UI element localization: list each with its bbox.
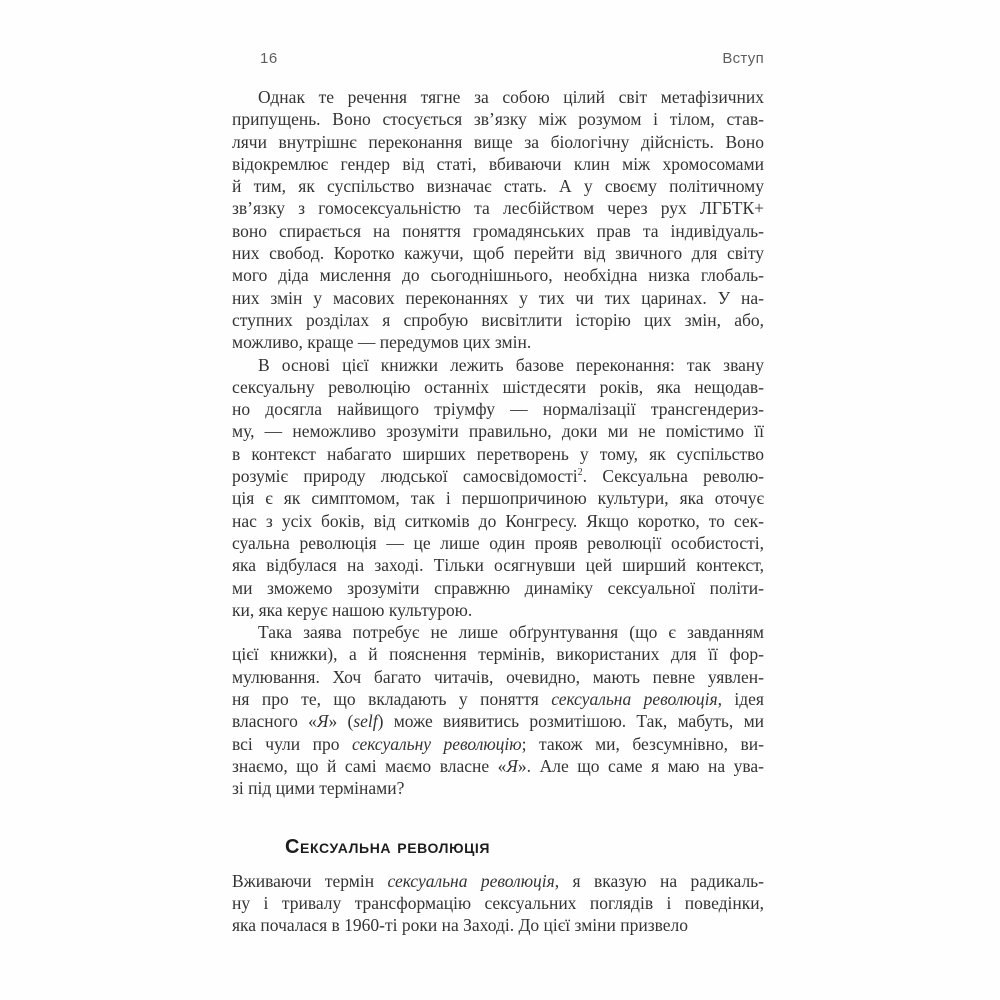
emphasized-term: Я [316, 711, 329, 732]
page-number: 16 [260, 50, 278, 67]
text-line: суальна революція — це лише один прояв революції особистості, [232, 532, 764, 553]
text-line: відокремлює гендер від статі, вбиваючи клин між хромосомами [232, 153, 764, 174]
text-line: воно спирається на поняття громадянських прав та індивідуаль- [232, 220, 764, 241]
text-line: ки, яка керує нашою культурою. [232, 599, 473, 620]
footnote-marker: 2 [577, 467, 583, 479]
text-line: можливо, краще — передумов цих змін. [232, 332, 532, 353]
text-line: ція є як симптомом, так і першопричиною культури, яка оточує [232, 488, 764, 509]
text-line: ну і тривалу трансформацію сексуальних поглядів і поведінки, [232, 892, 764, 913]
text-line: зв’язку з гомосексуальністю та лесбійством через рух ЛГБТК+ [232, 198, 764, 219]
emphasized-term: self [353, 711, 378, 732]
chapter-title: Вступ [722, 50, 764, 67]
text-line: в контекст набагато ширших перетворень у тому, як суспільство [232, 443, 764, 464]
running-header [232, 50, 764, 67]
text-line: ми зможемо зрозуміти справжню динаміку сексуальної політи- [232, 577, 764, 598]
text-line: но досягла найвищого тріумфу — нормалізації трансгендериз- [232, 399, 764, 420]
text-line: му, — неможливо зрозуміти правильно, доки ми не помістимо її [232, 421, 764, 442]
text-line: власного «Я» (self) може виявитись розмитішою. Так, мабуть, ми [232, 711, 765, 732]
text-line: Однак те речення тягне за собою цілий світ метафізичних [258, 87, 764, 107]
page-body [232, 86, 764, 936]
emphasized-term: сексуальна революція [387, 870, 555, 891]
text-line: лячи внутрішнє переконання вище за біологічну дійсність. Воно [232, 131, 764, 152]
text-line: ня про те, що вкладають у поняття сексуальна революція, ідея [232, 689, 764, 710]
text-line: мулювання. Хоч багато читачів, очевидно, мають певне уявлен- [232, 666, 764, 687]
text-line: мого діда мислення до сьогоднішнього, необхідна низка глобаль- [232, 265, 764, 286]
text-line: нас з усіх боків, від ситкомів до Конгресу. Якщо коротко, то сек- [232, 510, 764, 531]
text-line: зі під цими термінами? [232, 778, 405, 799]
text-line: В основі цієї книжки лежить базове переконання: так звану [258, 354, 764, 375]
text-line: них змін у масових переконаннях у тих чи тих царинах. У на- [232, 287, 764, 308]
text-line: Така заява потребує не лише обґрунтування (що є завданням [258, 622, 764, 643]
text-line: всі чули про сексуальну революцію; також ми, безсумнівно, ви- [232, 733, 764, 754]
text-line: цієї книжки), а й пояснення термінів, використаних для її фор- [232, 644, 764, 665]
emphasized-term: сексуальна революція [551, 689, 718, 710]
text-line: й тим, як суспільство визначає стать. А у своєму політичному [232, 176, 764, 197]
emphasized-term: сексуальну революцію [351, 733, 522, 754]
emphasized-term: Я [506, 755, 518, 776]
text-line: розуміє природу людської самосвідомості$^2$. Сексуальна револю- [232, 466, 764, 487]
text-line: припущень. Воно стосується зв’язку між розумом і тілом, став- [232, 109, 764, 130]
text-line: яка відбулася на заході. Тільки осягнувши цей ширший контекст, [232, 555, 764, 576]
text-line: яка почалася в 1960-ті роки на Заході. До цієї зміни призвело [232, 915, 689, 936]
text-line: Вживаючи термін сексуальна революція, я вказую на радикаль- [232, 870, 764, 891]
text-line: сексуальну революцію останніх шістдесяти років, яка нещодав- [232, 376, 764, 397]
section-heading: Сексуальна революція [285, 835, 491, 858]
text-line: знаємо, що й самі маємо власне «Я». Але що саме я маю на ува- [232, 755, 764, 776]
text-line: ступних розділах я спробую висвітлити історію цих змін, або, [232, 309, 764, 330]
text-line: них свобод. Коротко кажучи, щоб перейти від звичного для світу [232, 243, 764, 264]
